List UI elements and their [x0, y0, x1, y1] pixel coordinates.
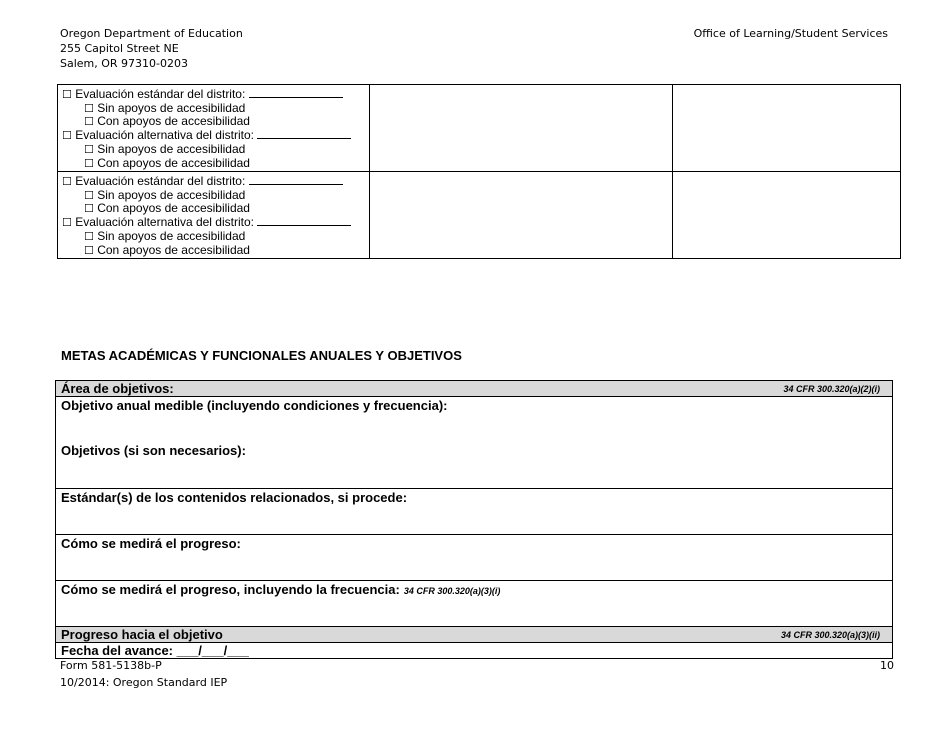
standard-assessment-label: Evaluación estándar del distrito: — [75, 87, 246, 101]
goal-area-label: Área de objetivos: — [61, 381, 174, 396]
without-supports-label: Sin apoyos de accesibilidad — [97, 100, 246, 115]
progress-measure-row[interactable] — [56, 535, 892, 581]
org-name: Oregon Department of Education — [60, 27, 243, 40]
checkbox-with-supports[interactable]: ☐ — [84, 156, 94, 170]
goals-form — [55, 380, 893, 659]
alternative-assessment-blank[interactable] — [257, 129, 351, 139]
progress-frequency-label: Cómo se medirá el progreso, incluyendo la frecuencia: — [61, 582, 400, 597]
table-row — [58, 172, 901, 259]
with-supports-label: Con apoyos de accesibilidad — [97, 114, 250, 129]
checkbox-standard[interactable]: ☐ — [62, 88, 72, 101]
checkbox-without-supports[interactable]: ☐ — [84, 188, 94, 202]
checkbox-alternative[interactable]: ☐ — [62, 129, 72, 143]
form-info — [60, 657, 227, 691]
annual-goal-row[interactable] — [56, 397, 892, 489]
progress-frequency-cfr: 34 CFR 300.320(a)(3)(i) — [403, 586, 501, 596]
annual-goal-label: Objetivo anual medible (incluyendo condiciones y frecuencia): — [61, 398, 448, 413]
checkbox-standard[interactable]: ☐ — [62, 175, 72, 188]
page-number: 10 — [880, 659, 894, 672]
alternative-assessment-label: Evaluación alternativa del distrito: — [75, 215, 254, 230]
progress-frequency-row[interactable] — [56, 581, 892, 627]
alternative-assessment-label: Evaluación alternativa del distrito: — [75, 128, 254, 143]
table-row — [58, 85, 901, 172]
assessment-table — [57, 84, 901, 259]
empty-cell[interactable] — [673, 85, 901, 172]
alternative-assessment-blank[interactable] — [257, 216, 351, 226]
progress-toward-row — [56, 627, 892, 643]
checkbox-alternative[interactable]: ☐ — [62, 216, 72, 230]
checkbox-with-supports[interactable]: ☐ — [84, 115, 94, 129]
form-number: Form 581-5138b-P — [60, 659, 162, 672]
standards-row[interactable] — [56, 489, 892, 535]
org-address — [60, 26, 243, 71]
objectives-label: Objetivos (si son necesarios): — [61, 443, 246, 458]
with-supports-label: Con apoyos de accesibilidad — [97, 201, 250, 216]
org-city: Salem, OR 97310-0203 — [60, 57, 189, 70]
checkbox-with-supports[interactable]: ☐ — [84, 202, 94, 216]
checkbox-without-supports[interactable]: ☐ — [84, 101, 94, 115]
checkbox-with-supports[interactable]: ☐ — [84, 243, 94, 257]
standard-assessment-blank[interactable] — [249, 175, 343, 185]
goal-area-cfr: 34 CFR 300.320(a)(2)(i) — [783, 384, 880, 394]
standard-assessment-blank[interactable] — [249, 88, 343, 98]
assessment-options-cell — [58, 85, 370, 172]
org-street: 255 Capitol Street NE — [60, 42, 179, 55]
without-supports-label: Sin apoyos de accesibilidad — [97, 187, 246, 202]
empty-cell[interactable] — [370, 172, 673, 259]
progress-toward-cfr: 34 CFR 300.320(a)(3)(ii) — [780, 630, 880, 640]
goal-area-row[interactable] — [56, 381, 892, 397]
empty-cell[interactable] — [370, 85, 673, 172]
progress-date-label: Fecha del avance: ___/___/___ — [61, 643, 249, 658]
standard-assessment-label: Evaluación estándar del distrito: — [75, 174, 246, 188]
form-version: 10/2014: Oregon Standard IEP — [60, 676, 228, 689]
without-supports-label: Sin apoyos de accesibilidad — [97, 228, 246, 243]
assessment-options-cell — [58, 172, 370, 259]
empty-cell[interactable] — [673, 172, 901, 259]
standards-label: Estándar(s) de los contenidos relacionados, si procede: — [61, 490, 408, 505]
without-supports-label: Sin apoyos de accesibilidad — [97, 141, 246, 156]
office-name: Office of Learning/Student Services — [693, 27, 888, 40]
progress-measure-label: Cómo se medirá el progreso: — [61, 536, 241, 551]
section-title: METAS ACADÉMICAS Y FUNCIONALES ANUALES Y OBJETIVOS — [61, 348, 462, 363]
with-supports-label: Con apoyos de accesibilidad — [97, 242, 250, 257]
with-supports-label: Con apoyos de accesibilidad — [97, 155, 250, 170]
checkbox-without-supports[interactable]: ☐ — [84, 142, 94, 156]
progress-toward-label: Progreso hacia el objetivo — [61, 627, 223, 642]
checkbox-without-supports[interactable]: ☐ — [84, 229, 94, 243]
